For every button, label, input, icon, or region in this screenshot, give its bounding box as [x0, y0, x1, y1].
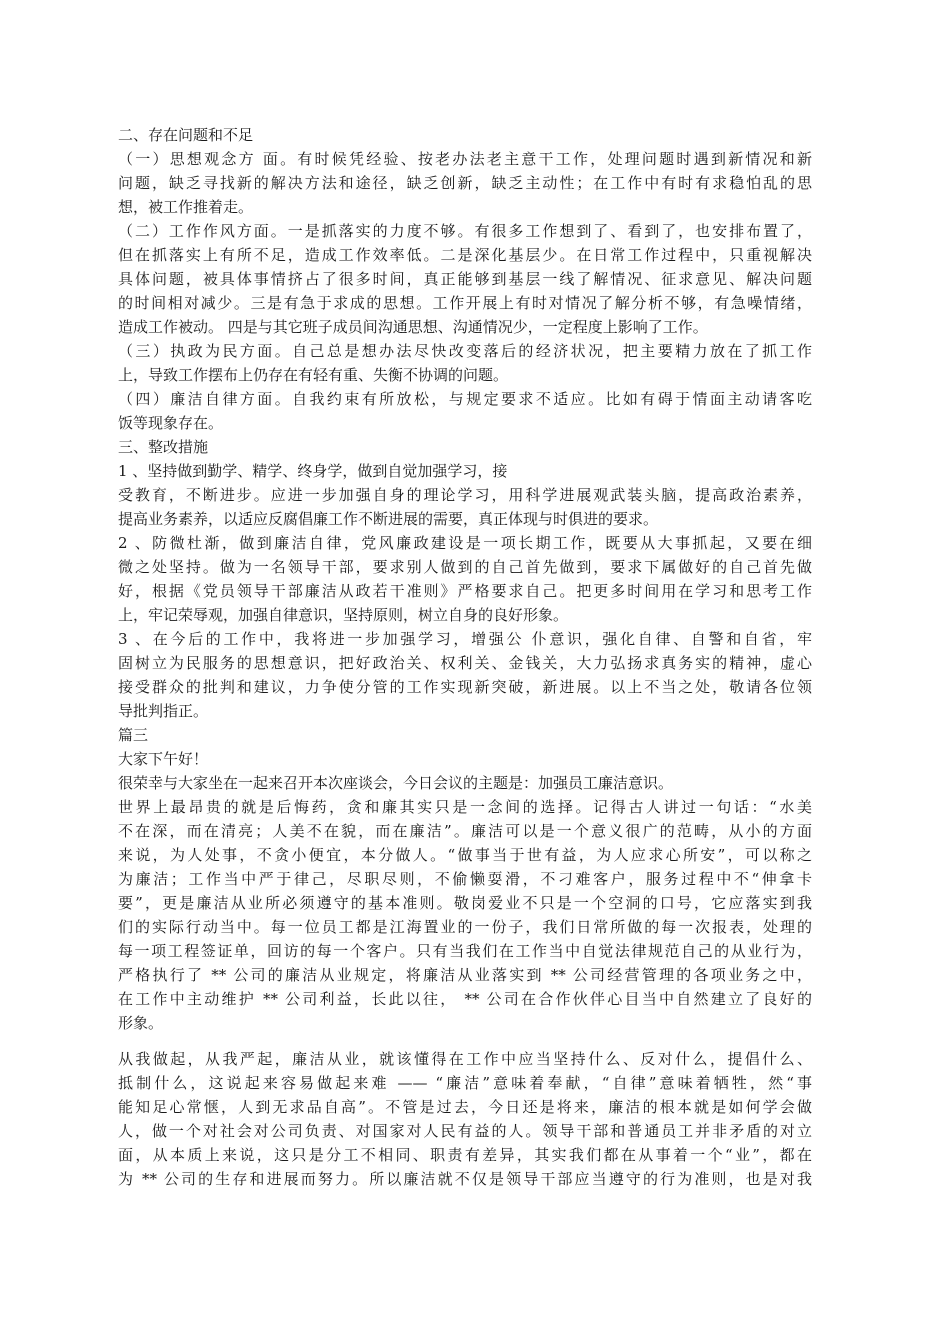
paragraph-line: 世界上最昂贵的就是后悔药，贪和廉其实只是一念间的选择。记得古人讲过一句话：“水美 — [118, 798, 812, 816]
paragraph-line: 固树立为民服务的思想意识，把好政治关、权利关、金钱关，大力弘扬求真务实的精神，虚心 — [118, 654, 812, 672]
paragraph-line: 想，被工作推着走。 — [118, 198, 254, 216]
paragraph-line: 饭等现象存在。 — [118, 414, 224, 432]
paragraph-line: 具体问题，被具体事情挤占了很多时间，真正能够到基层一线了解情况、征求意见、解决问题 — [118, 270, 812, 288]
paragraph-line: 能知足心常惬，人到无求品自高”。不管是过去，今日还是将来，廉洁的根本就是如何学会做 — [118, 1098, 812, 1116]
paragraph-line: 要”，更是廉洁从业所必须遵守的基本准则。敬岗爱业不只是一个空洞的口号，它应落实到我 — [118, 894, 812, 912]
paragraph-line: 好，根据《党员领导干部廉洁从政若干准则》严格要求自己。把更多时间用在学习和思考工作 — [118, 582, 812, 600]
paragraph-line: 大家下午好！ — [118, 750, 209, 768]
paragraph-line: 不在深，而在清亮；人美不在貌，而在廉洁”。廉洁可以是一个意义很广的范畴，从小的方面 — [118, 822, 812, 840]
paragraph-line: 人，做一个对社会对公司负责、对国家对人民有益的人。领导干部和普通员工并非矛盾的对立 — [118, 1122, 812, 1140]
paragraph-line: （三）执政为民方面。自己总是想办法尽快改变落后的经济状况，把主要精力放在了抓工作 — [118, 342, 812, 360]
paragraph-line: 但在抓落实上有所不足，造成工作效率低。二是深化基层少。在日常工作过程中，只重视解决 — [118, 246, 812, 264]
section-heading: 三、整改措施 — [118, 438, 209, 456]
paragraph-line: 面，从本质上来说，这只是分工不相同、职责有差异，其实我们都在从事着一个“业”，都在 — [118, 1146, 812, 1164]
paragraph-line: 上，牢记荣辱观，加强自律意识，坚持原则，树立自身的良好形象。 — [118, 606, 569, 624]
paragraph-line: 为廉洁；工作当中严于律己，尽职尽则，不偷懒耍滑，不刁难客户，服务过程中不“伸拿卡 — [118, 870, 812, 888]
section-heading: 篇三 — [118, 726, 149, 744]
paragraph-line: 提高业务素养，以适应反腐倡廉工作不断进展的需要，真正体现与时俱进的要求。 — [118, 510, 659, 528]
paragraph-line: 微之处坚持。做为一名领导干部，要求别人做到的自己首先做到，要求下属做好的自己首先做 — [118, 558, 812, 576]
paragraph-line: 严格执行了 ** 公司的廉洁从业规定，将廉洁从业落实到 ** 公司经营管理的各项业务之中， — [118, 966, 812, 984]
paragraph-line: 的时间相对减少。三是有急于求成的思想。工作开展上有时对情况了解分析不够，有急噪情绪， — [118, 294, 812, 312]
paragraph-line: （二）工作作风方面。一是抓落实的力度不够。有很多工作想到了、看到了，也安排布置了， — [118, 222, 812, 240]
paragraph-line: 为 ** 公司的生存和进展而努力。所以廉洁就不仅是领导干部应当遵守的行为准则，也是对我 — [118, 1170, 812, 1188]
paragraph-line: 从我做起，从我严起，廉洁从业，就该懂得在工作中应当坚持什么、反对什么，提倡什么、 — [118, 1050, 812, 1068]
paragraph-line: 造成工作被动。 四是与其它班子成员间沟通思想、沟通情况少，一定程度上影响了工作。 — [118, 318, 708, 336]
paragraph-line: 们的实际行动当中。每一位员工都是江海置业的一份子，我们日常所做的每一次报表，处理的 — [118, 918, 812, 936]
paragraph-line: （一）思想观念方 面。有时候凭经验、按老办法老主意干工作，处理问题时遇到新情况和新 — [118, 150, 812, 168]
paragraph-line: 抵制什么，这说起来容易做起来难 —— “廉洁”意味着奉献，“自律”意味着牺牲，然“事 — [118, 1074, 812, 1092]
paragraph-line: 1 、坚持做到勤学、精学、终身学，做到自觉加强学习，接 — [118, 462, 508, 480]
section-heading: 二、存在问题和不足 — [118, 126, 254, 144]
paragraph-line: 形象。 — [118, 1014, 164, 1032]
document-page — [118, 123, 812, 1191]
paragraph-line: 很荣幸与大家坐在一起来召开本次座谈会，今日会议的主题是：加强员工廉洁意识。 — [118, 774, 674, 792]
paragraph-line: 接受群众的批判和建议，力争使分管的工作实现新突破，新进展。以上不当之处，敬请各位领 — [118, 678, 812, 696]
paragraph-line: （四）廉洁自律方面。自我约束有所放松，与规定要求不适应。比如有碍于情面主动请客吃 — [118, 390, 812, 408]
paragraph-line: 每一项工程签证单，回访的每一个客户。只有当我们在工作当中自觉法律规范自己的从业行为， — [118, 942, 812, 960]
paragraph-line: 3 、在今后的工作中，我将进一步加强学习，增强公 仆意识，强化自律、自警和自省，牢 — [118, 630, 812, 648]
paragraph-line: 导批判指正。 — [118, 702, 209, 720]
paragraph-line: 问题，缺乏寻找新的解决方法和途径，缺乏创新，缺乏主动性；在工作中有时有求稳怕乱的思 — [118, 174, 812, 192]
paragraph-gap — [118, 1035, 812, 1047]
paragraph-line: 受教育，不断进步。应进一步加强自身的理论学习，用科学进展观武装头脑，提高政治素养， — [118, 486, 812, 504]
paragraph-line: 在工作中主动维护 ** 公司利益，长此以往， ** 公司在合作伙伴心目当中自然建立了良好的 — [118, 990, 812, 1008]
paragraph-line: 来说，为人处事，不贪小便宜，本分做人。“做事当于世有益，为人应求心所安”，可以称之 — [118, 846, 812, 864]
paragraph-line: 2 、防微杜渐，做到廉洁自律，党风廉政建设是一项长期工作，既要从大事抓起，又要在细 — [118, 534, 812, 552]
paragraph-line: 上，导致工作摆布上仍存在有轻有重、失衡不协调的问题。 — [118, 366, 509, 384]
